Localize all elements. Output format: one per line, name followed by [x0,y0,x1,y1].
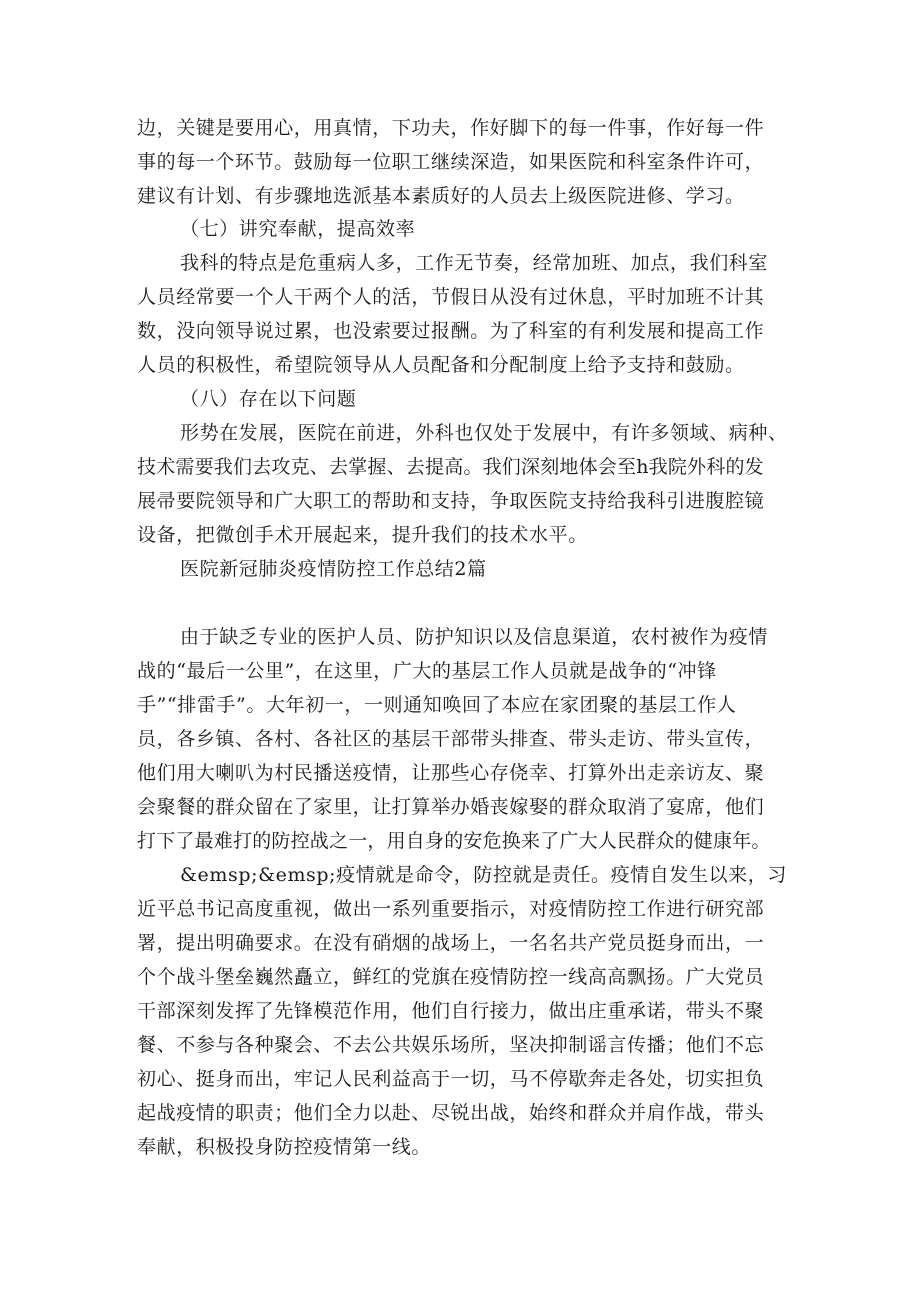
article-title: 医院新冠肺炎疫情防控工作总结2篇 [180,558,487,580]
text-line: 员，各乡镇、各村、各社区的基层干部带头排查、带头走访、带头宣传， [137,728,765,750]
text-line: 人员经常要一个人干两个人的活，节假日从没有过休息，平时加班不计其 [137,286,765,308]
text-line: 建议有计划、有步骤地选派基本素质好的人员去上级医院进修、学习。 [137,185,745,207]
text-line: 设备，把微创手术开展起来，提升我们的技术水平。 [137,524,588,546]
text-line: 展帚要院领导和广大职工的帮助和支持，争取医院支持给我科引进腹腔镜 [137,490,765,512]
text-line: &emsp;&emsp;疫情就是命令，防控就是责任。疫情自发生以来，习 [180,864,787,886]
text-line: 餐、不参与各种聚会、不去公共娱乐场所，坚决抑制谣言传播；他们不忘 [137,1034,765,1056]
section-heading: （八）存在以下问题 [180,388,357,410]
text-line: 奉献，积极投身防控疫情第一线。 [137,1136,432,1158]
text-line: 会聚餐的群众留在了家里，让打算举办婚丧嫁娶的群众取消了宴席，他们 [137,796,765,818]
text-line: 个个战斗堡垒巍然矗立，鲜红的党旗在疫情防控一线高高飘扬。广大党员 [137,966,765,988]
text-line: 形势在发展，医院在前进，外科也仅处于发展中，有许多领域、病种、 [180,422,788,444]
text-line: 数，没向领导说过累，也没索要过报酬。为了科室的有利发展和提高工作 [137,320,765,342]
text-line: 他们用大喇叭为村民播送疫情，让那些心存侥幸、打算外出走亲访友、聚 [137,762,765,784]
text-line: 起战疫情的职责；他们全力以赴、尽锐出战，始终和群众并肩作战，带头 [137,1102,765,1124]
text-line: 技术需要我们去攻克、去掌握、去提高。我们深刻地体会至h我院外科的发 [137,456,764,478]
text-line: 干部深刻发挥了先锋模范作用，他们自行接力，做出庄重承诺，带头不聚 [137,1000,765,1022]
text-line: 手”“排雷手”。大年初一，一则通知唤回了本应在家团聚的基层工作人 [137,694,737,716]
text-line: 初心、挺身而出，牢记人民利益高于一切，马不停歇奔走各处，切实担负 [137,1068,765,1090]
text-line: 人员的积极性，希望院领导从人员配备和分配制度上给予支持和鼓励。 [137,354,745,376]
text-line: 事的每一个环节。鼓励每一位职工继续深造，如果医院和科室条件许可， [137,151,765,173]
text-line: 署，提出明确要求。在没有硝烟的战场上，一名名共产党员挺身而出，一 [137,932,765,954]
text-line: 边，关键是要用心，用真情，下功夫，作好脚下的每一件事，作好每一件 [137,117,765,139]
text-line: 我科的特点是危重病人多，工作无节奏，经常加班、加点，我们科室 [180,252,769,274]
text-line: 战的“最后一公里”，在这里，广大的基层工作人员就是战争的“冲锋 [137,660,717,682]
section-heading: （七）讲究奉献，提高效率 [180,218,416,240]
text-line: 打下了最难打的防控战之一，用自身的安危换来了广大人民群众的健康年。 [137,830,771,852]
text-line: 由于缺乏专业的医护人员、防护知识以及信息渠道，农村被作为疫情 [180,626,769,648]
text-line: 近平总书记高度重视，做出一系列重要指示，对疫情防控工作进行研究部 [137,898,765,920]
